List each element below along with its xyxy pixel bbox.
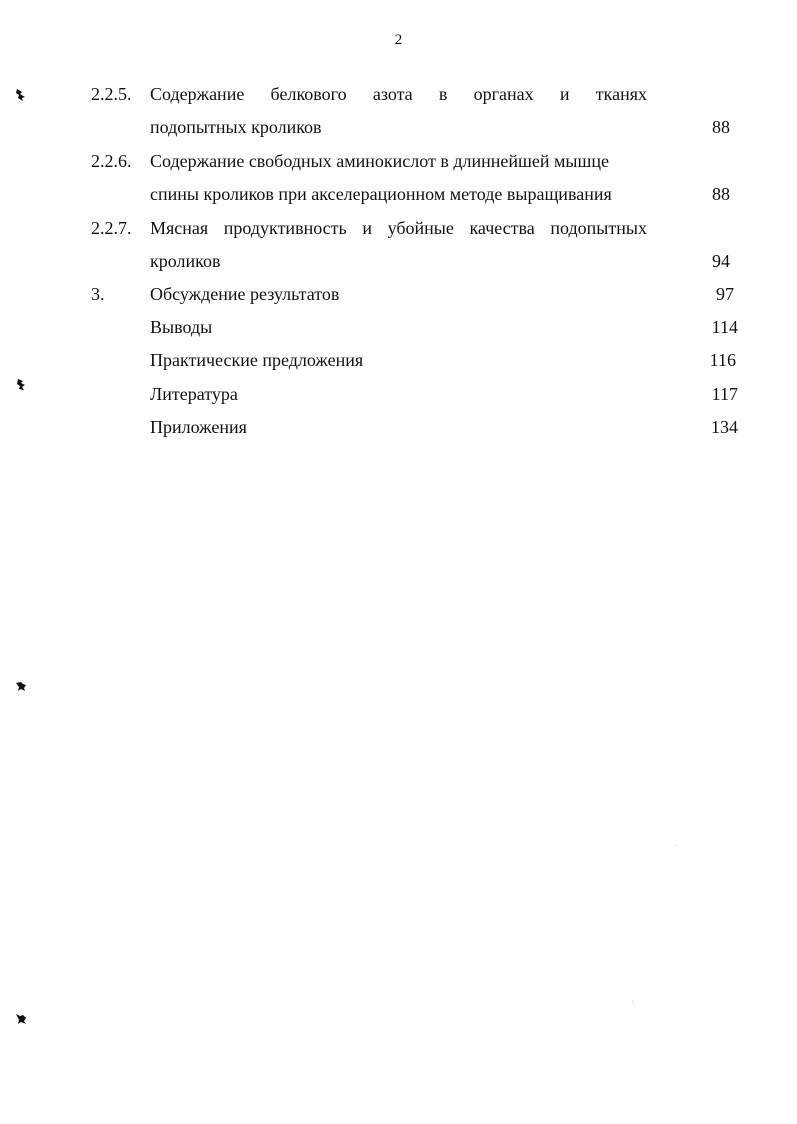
page-number: 2 <box>394 32 403 48</box>
scan-speck <box>675 845 676 846</box>
toc-entry-title: Приложения <box>150 417 247 437</box>
toc-entry-page: 88 <box>712 184 730 204</box>
toc-entry-2-2-6-line-2 <box>0 183 797 205</box>
toc-entry-number: 2.2.5. <box>91 84 132 104</box>
toc-entry-title-continued: кроликов <box>150 251 221 271</box>
toc-entry-number: 2.2.7. <box>91 218 132 238</box>
toc-entry-3 <box>0 283 797 305</box>
toc-entry-page: 94 <box>712 251 730 271</box>
toc-entry-number: 3. <box>91 284 105 304</box>
toc-entry-2-2-7-line-2 <box>0 250 797 272</box>
punch-hole-mark-icon <box>14 88 28 102</box>
toc-entry-conclusions <box>0 316 797 338</box>
toc-entry-page: 88 <box>712 117 730 137</box>
toc-entry-title: Литература <box>150 384 238 404</box>
toc-entry-appendices <box>0 416 797 438</box>
toc-entry-title: Содержание белкового азота в органах и тканях <box>150 84 647 104</box>
punch-hole-mark-icon <box>14 680 28 694</box>
toc-entry-title-continued: подопытных кроликов <box>150 117 322 137</box>
toc-entry-title: Выводы <box>150 317 213 337</box>
toc-entry-title: Практические предложения <box>150 350 364 370</box>
toc-entry-2-2-6-line-1 <box>0 150 797 172</box>
toc-entry-practical-suggestions <box>0 349 797 371</box>
punch-hole-mark-icon <box>14 378 28 392</box>
toc-entry-2-2-5-line-1 <box>0 83 797 105</box>
toc-entry-page: 116 <box>709 350 736 370</box>
toc-entry-title: Обсуждение результатов <box>150 284 340 304</box>
toc-entry-2-2-5-line-2 <box>0 116 797 138</box>
toc-entry-page: 97 <box>716 284 734 304</box>
toc-entry-title: Мясная продуктивность и убойные качества подопытных <box>150 218 647 238</box>
toc-entry-page: 134 <box>711 417 738 437</box>
toc-entry-page: 114 <box>711 317 738 337</box>
toc-entry-literature <box>0 383 797 405</box>
scan-speck <box>632 1001 633 1002</box>
toc-entry-title: Содержание свободных аминокислот в длиннейшей мышце <box>150 151 609 171</box>
punch-hole-mark-icon <box>14 1012 28 1026</box>
toc-entry-title-continued: спины кроликов при акселерационном методе выращивания <box>150 184 612 204</box>
toc-entry-page: 117 <box>711 384 738 404</box>
toc-entry-2-2-7-line-1 <box>0 217 797 239</box>
toc-entry-number: 2.2.6. <box>91 151 132 171</box>
